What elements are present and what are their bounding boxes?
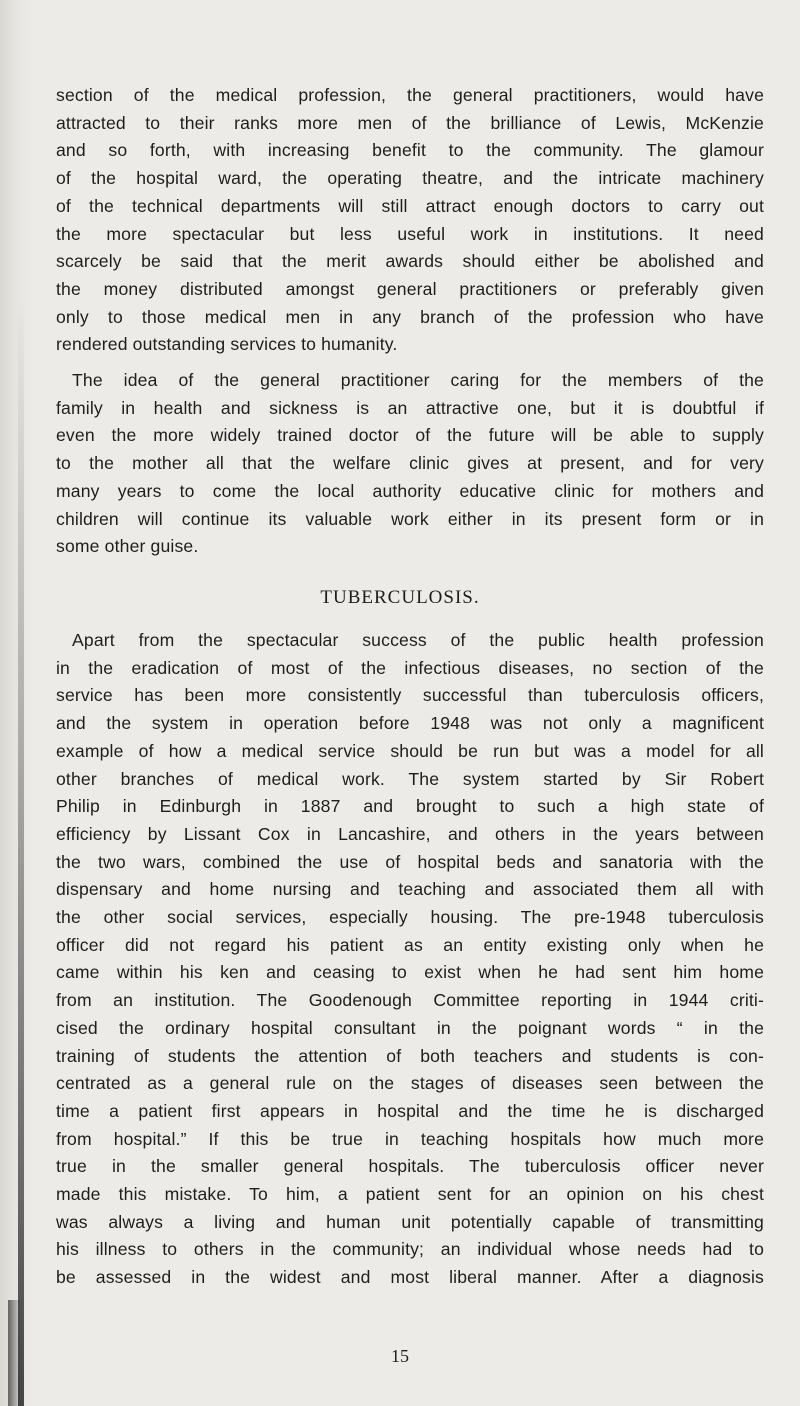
text-line: his illness to others in the community; an individual whose needs had to <box>56 1239 764 1260</box>
section-heading: TUBERCULOSIS. <box>320 587 480 608</box>
text-line: scarcely be said that the merit awards should either be abolished and <box>56 251 764 272</box>
text-line: only to those medical men in any branch of the profession who have <box>56 306 764 327</box>
text-line: other branches of medical work. The system started by Sir Robert <box>56 768 764 789</box>
text-line: training of students the attention of both teachers and students is con- <box>56 1045 764 1066</box>
text-line: true in the smaller general hospitals. The tuberculosis officer never <box>56 1156 764 1177</box>
text-line: be assessed in the widest and most liberal manner. After a diagnosis <box>56 1267 764 1288</box>
text-line: from hospital.” If this be true in teaching hospitals how much more <box>56 1128 764 1149</box>
text-line: was always a living and human unit potentially capable of transmitting <box>56 1211 764 1232</box>
text-line: of the technical departments will still attract enough doctors to carry out <box>56 195 764 216</box>
text-line: made this mistake. To him, a patient sent for an opinion on his chest <box>56 1184 764 1205</box>
text-line: Philip in Edinburgh in 1887 and brought to such a high state of <box>56 796 764 817</box>
text-line: service has been more consistently successful than tuberculosis officers, <box>56 685 764 706</box>
text-line: to the mother all that the welfare clinic gives at present, and for very <box>56 453 764 474</box>
text-line: dispensary and home nursing and teaching and associated them all with <box>56 879 764 900</box>
text-line: the more spectacular but less useful work in institutions. It need <box>56 223 764 244</box>
text-line: Apart from the spectacular success of the public health profession <box>72 630 764 650</box>
page-number: 15 <box>391 1346 409 1366</box>
text-line: some other guise. <box>56 536 199 557</box>
text-line: attracted to their ranks more men of the brilliance of Lewis, McKenzie <box>56 112 764 133</box>
text-line: of the hospital ward, the operating theatre, and the intricate machinery <box>56 168 764 189</box>
paragraph-1 <box>56 82 764 359</box>
text-line: children will continue its valuable work either in its present form or in <box>56 508 764 529</box>
text-line: came within his ken and ceasing to exist when he had sent him home <box>56 962 764 983</box>
paragraph-3 <box>56 627 764 1292</box>
binding-shadow <box>18 300 24 1406</box>
page-left-edge <box>0 0 34 1406</box>
text-line: section of the medical profession, the general practitioners, would have <box>56 85 764 105</box>
paragraph-2 <box>56 367 764 561</box>
text-line: officer did not regard his patient as an entity existing only when he <box>56 934 764 955</box>
text-line: rendered outstanding services to humanity. <box>56 334 398 355</box>
text-line: efficiency by Lissant Cox in Lancashire, and others in the years between <box>56 823 764 844</box>
text-line: many years to come the local authority educative clinic for mothers and <box>56 480 764 501</box>
text-line: centrated as a general rule on the stages of diseases seen between the <box>56 1073 764 1094</box>
text-line: family in health and sickness is an attractive one, but it is doubtful if <box>56 397 764 418</box>
text-line: the two wars, combined the use of hospital beds and sanatoria with the <box>56 851 764 872</box>
text-line: the money distributed amongst general practitioners or preferably given <box>56 278 764 299</box>
text-line: even the more widely trained doctor of the future will be able to supply <box>56 425 764 446</box>
text-line: in the eradication of most of the infectious diseases, no section of the <box>56 657 764 678</box>
text-line: time a patient first appears in hospital and the time he is discharged <box>56 1100 764 1121</box>
text-line: The idea of the general practitioner caring for the members of the <box>72 370 764 390</box>
text-line: and so forth, with increasing benefit to the community. The glamour <box>56 140 764 161</box>
text-line: the other social services, especially housing. The pre-1948 tuberculosis <box>56 907 764 928</box>
text-line: from an institution. The Goodenough Committee reporting in 1944 criti- <box>56 990 764 1011</box>
text-line: example of how a medical service should be run but was a model for all <box>56 740 764 761</box>
text-line: cised the ordinary hospital consultant in the poignant words “ in the <box>56 1017 764 1038</box>
text-line: and the system in operation before 1948 was not only a magnificent <box>56 713 764 734</box>
